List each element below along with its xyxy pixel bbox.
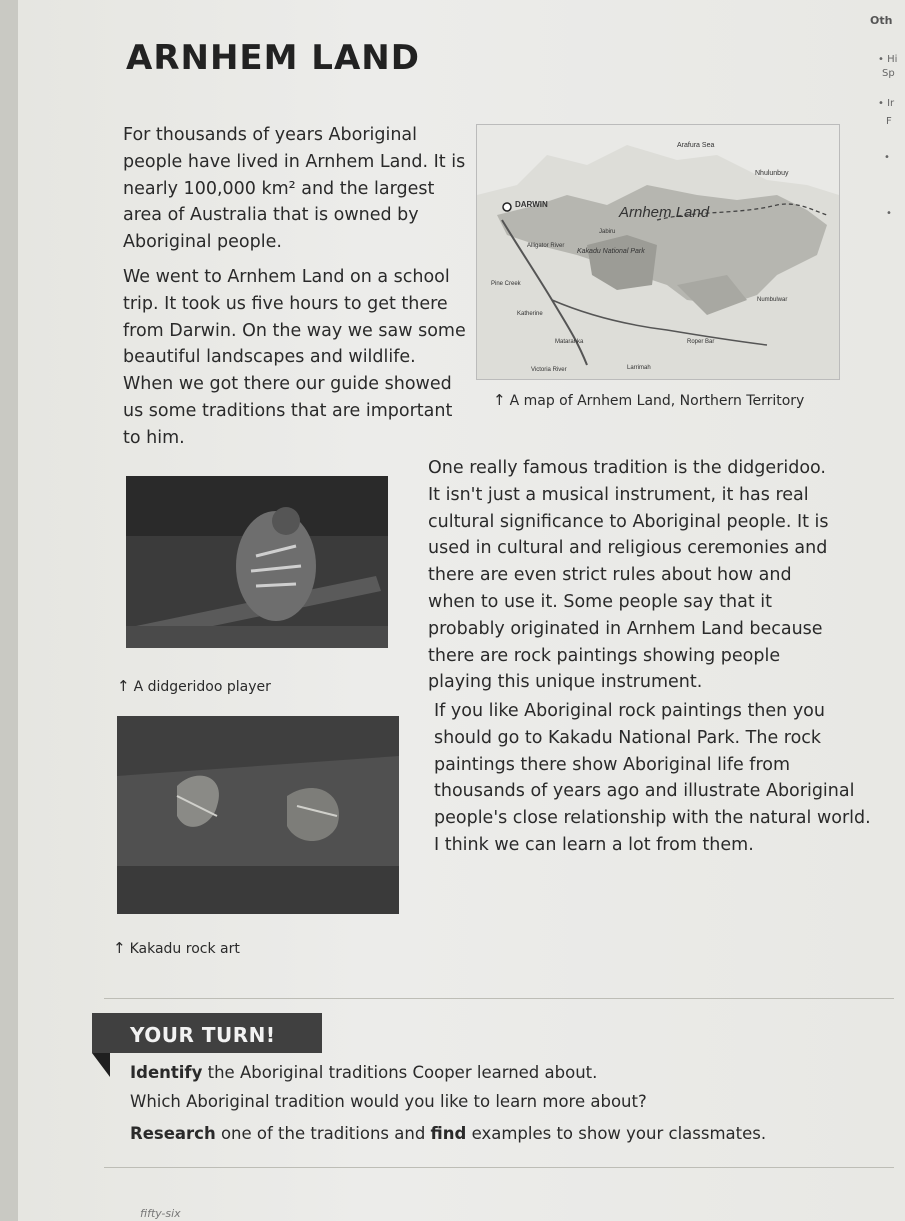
didgeridoo-caption [117, 677, 271, 695]
your-turn-heading: YOUR TURN! [130, 1023, 276, 1047]
edge-mark: • Ir [878, 98, 895, 109]
map-label-kakadu: Kakadu National Park [577, 248, 645, 255]
map-label-numbulwar: Numbulwar [757, 297, 788, 303]
edge-tab-label: Oth [870, 14, 893, 27]
map-caption-text: A map of Arnhem Land, Northern Territory [509, 393, 805, 409]
intro-text [123, 122, 468, 452]
section-divider [104, 998, 894, 999]
didgeridoo-photo [126, 476, 388, 648]
map-label-pine-creek: Pine Creek [491, 281, 521, 287]
map-label-arafura: Arafura Sea [677, 142, 715, 149]
map-label-victoria: Victoria River [531, 367, 567, 373]
task-3 [130, 1124, 766, 1143]
map-label-larrimah: Larrimah [627, 365, 651, 371]
section-divider [104, 1167, 894, 1168]
task-verb: find [430, 1124, 467, 1143]
didgeridoo-caption-text: A didgeridoo player [133, 679, 271, 695]
map-label-darwin: DARWIN [515, 200, 548, 209]
rockart-caption-text: Kakadu rock art [129, 941, 240, 957]
map-label-roper-bar: Roper Bar [687, 339, 715, 345]
intro-paragraph-1: For thousands of years Aboriginal people have lived in Arnhem Land. It is nearly 100,000 km² and the largest area of Australia that is owned by Aboriginal people. [123, 125, 466, 253]
page-title: ARNHEM LAND [126, 38, 420, 78]
arrow-up-icon: ↑ [113, 939, 126, 957]
rock-art-photo [117, 716, 399, 914]
map-label-jabiru: Jabiru [599, 229, 616, 235]
edge-mark: • [886, 208, 892, 219]
intro-paragraph-2: We went to Arnhem Land on a school trip. It took us five hours to get there from Darwin. On the way we saw some beautiful landscapes and wildlife. When we got there our guide showed us some traditions that are important to him. [123, 266, 466, 448]
task-text: one of the traditions and [215, 1124, 431, 1143]
map-label-alligator: Alligator River [527, 243, 565, 249]
rockart-text: If you like Aboriginal rock paintings then you should go to Kakadu National Park. The rock paintings there show Aboriginal life from thousands of years ago and illustrate Aboriginal people's close relationship with the natural world. I think we can learn a lot from them. [434, 701, 871, 855]
map-caption [493, 391, 804, 409]
arrow-up-icon: ↑ [117, 677, 130, 695]
arrow-up-icon: ↑ [493, 391, 506, 409]
didgeridoo-text: One really famous tradition is the didgeridoo. It isn't just a musical instrument, it has real cultural significance to Aboriginal people. It is used in cultural and religious ceremonies and there are even strict rules about how and when to use it. Some people say that it probably originated in Arnhem Land because there are rock paintings showing people playing this unique instrument. [428, 458, 829, 693]
map-label-katherine: Katherine [517, 311, 543, 317]
edge-mark: F [886, 116, 892, 127]
arnhem-land-map [476, 124, 840, 380]
map-label-mataranka: Mataranka [555, 339, 584, 345]
edge-mark: Sp [882, 68, 895, 79]
map-label-region: Arnhem Land [619, 204, 710, 221]
edge-mark: • Hi [878, 54, 898, 65]
page-number: fifty-six [140, 1207, 181, 1220]
task-text: the Aboriginal traditions Cooper learned about. [202, 1063, 598, 1082]
task-1 [130, 1063, 597, 1082]
book-spine [0, 0, 18, 1221]
edge-mark: • [884, 152, 890, 163]
map-label-nhulunbuy: Nhulunbuy [755, 170, 789, 177]
rockart-caption [113, 939, 240, 957]
task-verb: Research [130, 1124, 216, 1143]
task-verb: Identify [130, 1063, 203, 1082]
task-2: Which Aboriginal tradition would you like to learn more about? [130, 1092, 647, 1111]
task-text: examples to show your classmates. [466, 1124, 767, 1143]
